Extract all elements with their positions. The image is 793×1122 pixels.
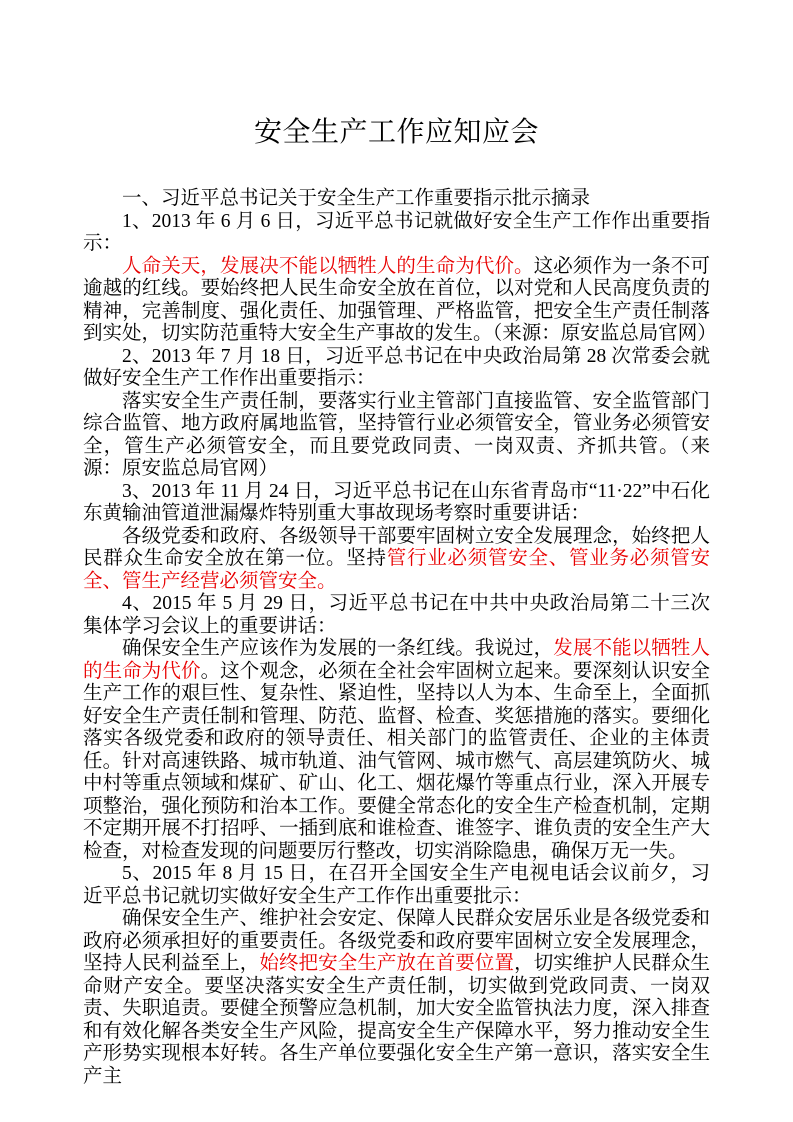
paragraph-list xyxy=(83,210,717,1089)
paragraph xyxy=(83,211,710,256)
paragraph xyxy=(83,255,717,346)
body-text: 这必须作为一条不可逾越的红线。要始终把人民生命安全放在首位，以对党和人民高度负责的精神，完善制度、强化责任、加强管理、严格监管，把安全生产责任制落到实处，切实防范重特大安全生产事故的发生。（来源：原安监总局官网） xyxy=(83,255,717,344)
paragraph xyxy=(83,593,710,638)
highlighted-text: 发展不能以牺牲人的生命为代价 xyxy=(83,638,710,682)
body-text: 2、2013 年 7 月 18 日，习近平总书记在中央政治局第 28 次常委会就做好安全生产工作作出重要指示： xyxy=(83,345,710,389)
document-body xyxy=(83,188,717,1088)
paragraph xyxy=(83,346,710,391)
body-text: 5、2015 年 8 月 15 日，在召开全国安全生产电视电话会议前夕，习近平总书记就切实做好安全生产工作作出重要批示： xyxy=(83,863,710,907)
body-text: 1、2013 年 6 月 6 日，习近平总书记就做好安全生产工作作出重要指示： xyxy=(83,210,710,254)
paragraph xyxy=(83,863,710,908)
highlighted-text: 管行业必须管安全、管业务必须管安全、管生产经营必须管安全。 xyxy=(83,548,710,592)
body-text: 各级党委和政府、各级领导干部要牢固树立安全发展理念，始终把人民群众生命安全放在第一位。坚持 xyxy=(83,525,710,569)
body-text: 3、2013 年 11 月 24 日，习近平总书记在山东省青岛市“11·22”中石化东黄输油管道泄漏爆炸特别重大事故现场考察时重要讲话： xyxy=(83,480,710,524)
paragraph xyxy=(83,638,710,863)
highlighted-text: 人命关天，发展决不能以牺牲人的生命为代价。 xyxy=(122,255,534,277)
body-text: 4、2015 年 5 月 29 日，习近平总书记在中共中央政治局第二十三次集体学习会议上的重要讲话： xyxy=(83,593,710,637)
body-text: 确保安全生产、维护社会安定、保障人民群众安居乐业是各级党委和政府必须承担好的重要责任。各级党委和政府要牢固树立安全发展理念，坚持人民利益至上， xyxy=(83,908,710,974)
highlighted-text: 始终把安全生产放在首要位置 xyxy=(259,953,515,974)
paragraph xyxy=(83,391,710,481)
paragraph xyxy=(83,526,710,594)
body-text: 落实安全生产责任制，要落实行业主管部门直接监管、安全监管部门综合监管、地方政府属地监管，坚持管行业必须管安全，管业务必须管安全，管生产必须管安全，而且要党政同责、一岗双责、齐抓共管。（来源：原安监总局官网） xyxy=(83,390,710,479)
paragraph xyxy=(83,908,710,1088)
section-heading: 一、习近平总书记关于安全生产工作重要指示批示摘录 xyxy=(122,188,591,209)
body-text: ，切实维护人民群众生命财产安全。要坚决落实安全生产责任制，切实做到党政同责、一岗双责、失职追责。要健全预警应急机制，加大安全监管执法力度，深入排查和有效化解各类安全生产风险，提高安全生产保障水平，努力推动安全生产形势实现根本好转。各生产单位要强化安全生产第一意识，落实安全生产主 xyxy=(83,953,710,1087)
body-text: 。这个观念，必须在全社会牢固树立起来。要深刻认识安全生产工作的艰巨性、复杂性、紧迫性，坚持以人为本、生命至上，全面抓好安全生产责任制和管理、防范、监督、检查、奖惩措施的落实。要细化落实各级党委和政府的领导责任、相关部门的监管责任、企业的主体责任。针对高速铁路、城市轨道、油气管网、城市燃气、高层建筑防火、城中村等重点领域和煤矿、矿山、化工、烟花爆竹等重点行业，深入开展专项整治，强化预防和治本工作。要健全常态化的安全生产检查机制，定期不定期开展不打招呼、一插到底和谁检查、谁签字、谁负责的安全生产大检查，对检查发现的问题要厉行整改，切实消除隐患，确保万无一失。 xyxy=(83,660,710,862)
paragraph xyxy=(83,481,710,526)
body-text: 确保安全生产应该作为发展的一条红线。我说过， xyxy=(122,638,554,659)
page-title: 安全生产工作应知应会 xyxy=(253,116,539,147)
